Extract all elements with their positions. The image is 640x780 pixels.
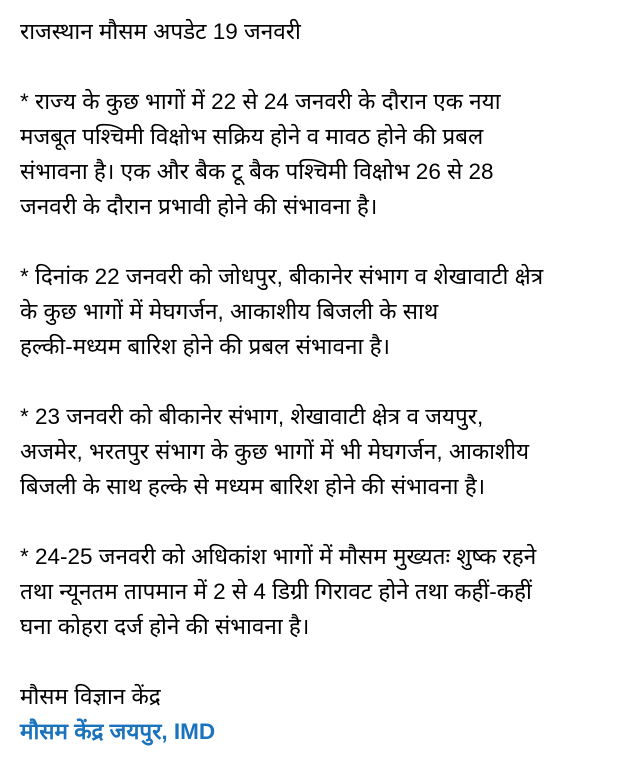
signature-organisation: मौसम विज्ञान केंद्र bbox=[20, 684, 161, 709]
title-body-spacer bbox=[20, 49, 620, 84]
signature-spacer bbox=[20, 644, 620, 679]
paragraph-line: अजमेर, भरतपुर संभाग के कुछ भागों में भी मेघगर्जन, आकाशीय bbox=[20, 439, 530, 464]
paragraph-line: तथा न्यूनतम तापमान में 2 से 4 डिग्री गिरावट होने तथा कहीं-कहीं bbox=[20, 579, 532, 604]
paragraph-line: * दिनांक 22 जनवरी को जोधपुर, बीकानेर संभाग व शेखावाटी क्षेत्र bbox=[20, 264, 544, 289]
paragraph-line: बिजली के साथ हल्के से मध्यम बारिश होने की संभावना है। bbox=[20, 474, 486, 499]
paragraph-spacer bbox=[20, 224, 620, 259]
paragraph-spacer bbox=[20, 504, 620, 539]
paragraph-line: के कुछ भागों में मेघगर्जन, आकाशीय बिजली के साथ bbox=[20, 299, 439, 324]
paragraph-line: हल्की-मध्यम बारिश होने की प्रबल संभावना है। bbox=[20, 334, 391, 359]
paragraph-line: संभावना है। एक और बैक टू बैक पश्चिमी विक्षोभ 26 से 28 bbox=[20, 159, 494, 184]
paragraph-line: जनवरी के दौरान प्रभावी होने की संभावना है। bbox=[20, 194, 378, 219]
paragraph-line: * 24-25 जनवरी को अधिकांश भागों में मौसम मुख्यतः शुष्क रहने bbox=[20, 544, 537, 569]
signature-centre: मौसम केंद्र जयपुर, IMD bbox=[20, 719, 216, 744]
page-title: राजस्थान मौसम अपडेट 19 जनवरी bbox=[20, 19, 301, 44]
paragraph-line: * 23 जनवरी को बीकानेर संभाग, शेखावाटी क्षेत्र व जयपुर, bbox=[20, 404, 484, 429]
paragraph-forecast-22-jan-regions bbox=[20, 259, 620, 364]
paragraph-line: * राज्य के कुछ भागों में 22 से 24 जनवरी के दौरान एक नया bbox=[20, 89, 501, 114]
paragraph-line: मजबूत पश्चिमी विक्षोभ सक्रिय होने व मावठ होने की प्रबल bbox=[20, 124, 484, 149]
paragraph-forecast-22-24-jan bbox=[20, 84, 620, 224]
paragraph-spacer bbox=[20, 364, 620, 399]
paragraph-forecast-23-jan-regions bbox=[20, 399, 620, 504]
signature-block bbox=[20, 679, 620, 749]
paragraph-line: घना कोहरा दर्ज होने की संभावना है। bbox=[20, 614, 310, 639]
paragraph-forecast-24-25-jan-dry bbox=[20, 539, 620, 644]
